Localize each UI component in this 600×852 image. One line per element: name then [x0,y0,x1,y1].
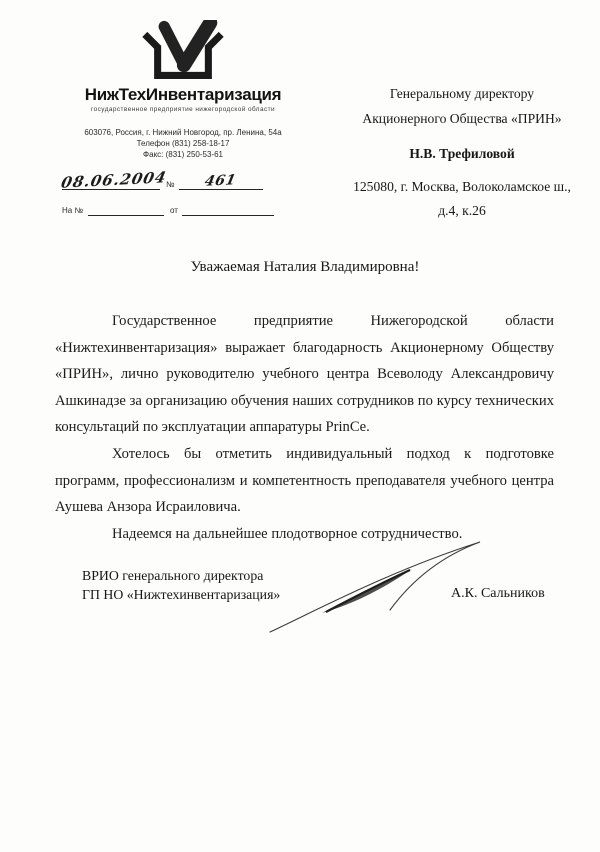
letterhead [58,20,308,160]
paragraph-1: Государственное предприятие Нижегородской области «Нижтехинвентаризация» выражает благодарность Акционерному Обществу «ПРИН», лично руководителю учебного центра Всеволоду Александровичу Ашкинадзе за организацию обучения наших сотрудников по курсу технических консультаций по эксплуатации аппаратуры PrinCe. [55,313,554,436]
signer-name: А.К. Сальников [451,586,545,601]
paragraph-3: Надеемся на дальнейшее плодотворное сотрудничество. [112,525,463,542]
recipient-address-line2: д.4, к.26 [438,203,486,218]
reply-ref-label: На № [62,206,84,215]
handwritten-number: 461 [203,172,238,190]
reply-from-blank-line [182,215,274,216]
company-address: 603076, Россия, г. Нижний Новгород, пр. Ленина, 54а [84,128,282,137]
recipient-title-line: Генеральному директору [389,86,535,101]
number-sign-label: № [166,180,175,189]
signer-title-line1: ВРИО генерального директора [82,568,264,583]
reply-ref-blank-line [88,215,164,216]
company-contact-block [58,127,308,160]
recipient-company-line: Акционерного Общества «ПРИН» [362,111,562,126]
recipient-address-line1: 125080, г. Москва, Волоколамское ш., [353,179,571,194]
company-logo-icon [135,20,231,82]
reply-reference-row [62,196,314,216]
company-subtitle: государственное предприятие нижегородской области [90,106,275,113]
recipient-name: Н.В. Трефиловой [409,146,515,161]
signer-title-line2: ГП НО «Нижтехинвентаризация» [82,587,281,602]
paragraph-2: Хотелось бы отметить индивидуальный подход к подготовке программ, профессионализм и компетентность преподавателя учебного центра Аушева Анзора Исраиловича. [55,445,554,516]
company-fax: Факс: (831) 250-53-61 [143,150,223,159]
company-phone: Телефон (831) 258-18-17 [136,139,230,148]
reference-block [59,166,314,216]
reply-from-label: от [170,206,178,215]
company-name: НижТехИнвентаризация [84,85,282,104]
date-number-row [59,166,314,192]
salutation: Уважаемая Наталия Владимировна! [190,259,420,275]
signer-title [82,566,280,604]
letter-body [55,308,554,547]
handwritten-date: 08.06.2004 [59,168,169,192]
recipient-block [333,86,591,219]
number-line [179,173,263,190]
date-line [59,168,169,192]
handwritten-signature-icon [262,528,497,638]
